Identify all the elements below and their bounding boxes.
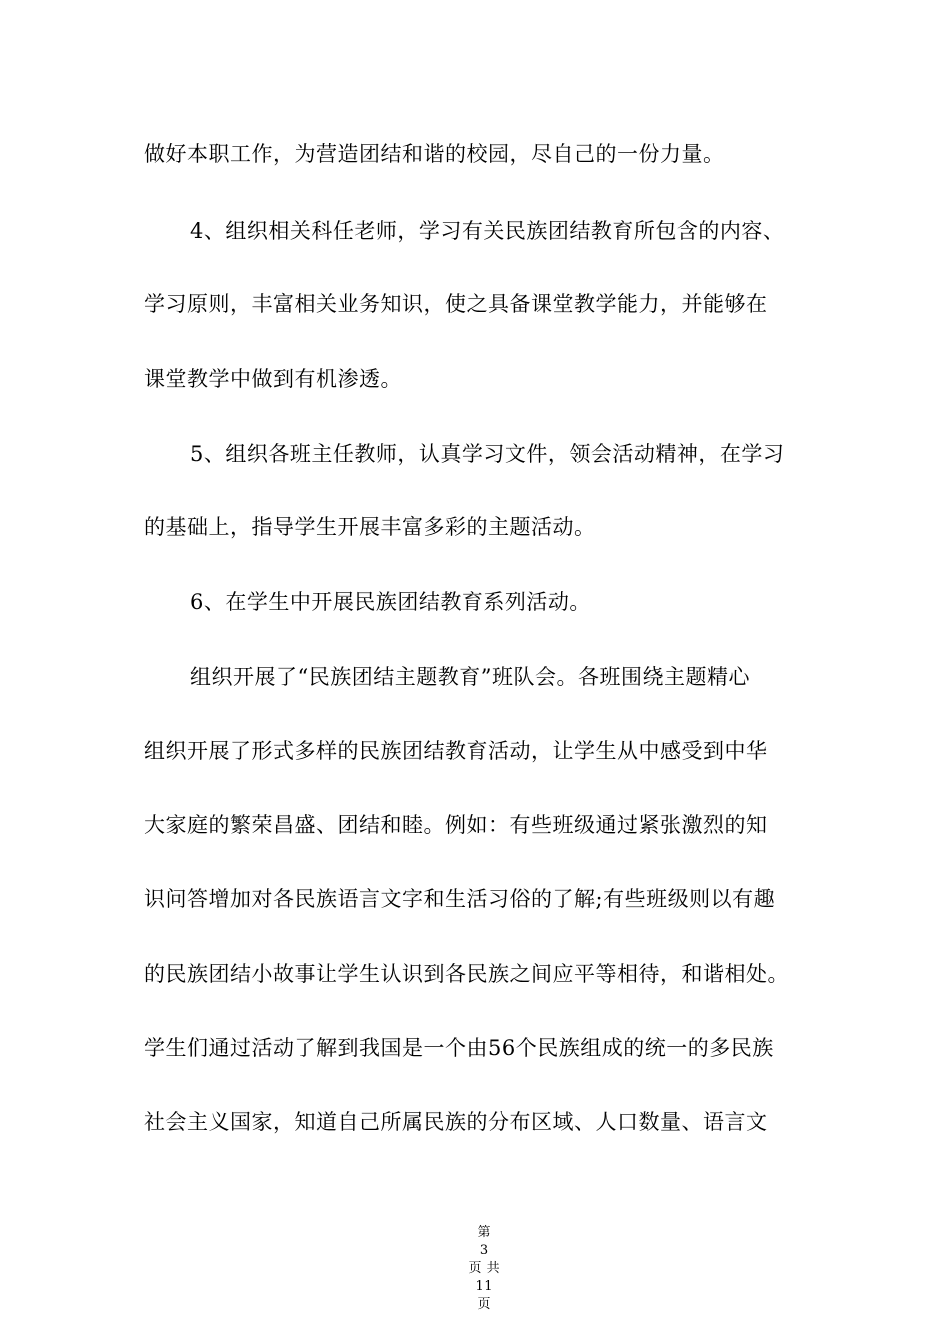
text-line-10: 大家庭的繁荣昌盛、团结和睦。例如：有些班级通过紧张激烈的知 — [144, 813, 768, 837]
text-line-1: 做好本职工作，为营造团结和谐的校园，尽自己的一份力量。 — [144, 142, 725, 166]
text-line-12: 的民族团结小故事让学生认识到各民族之间应平等相待，和谐相处。 — [144, 962, 789, 986]
footer-middle: 页 共 — [468, 1261, 501, 1276]
text-line-2: 4、组织相关科任老师，学习有关民族团结教育所包含的内容、 — [190, 219, 785, 243]
text-line-9: 组织开展了形式多样的民族团结教育活动，让学生从中感受到中华 — [144, 739, 768, 763]
text-line-6: 的基础上，指导学生开展丰富多彩的主题活动。 — [144, 515, 596, 539]
text-line-4: 课堂教学中做到有机渗透。 — [144, 367, 402, 391]
page-footer — [0, 1206, 950, 1332]
text-line-5: 5、组织各班主任教师，认真学习文件，领会活动精神，在学习 — [190, 442, 785, 466]
text-line-14: 社会主义国家，知道自己所属民族的分布区域、人口数量、语言文 — [144, 1110, 768, 1134]
text-line-13: 学生们通过活动了解到我国是一个由56个民族组成的统一的多民族 — [144, 1036, 774, 1060]
footer-prefix: 第 — [477, 1225, 492, 1240]
footer-suffix: 页 — [477, 1297, 492, 1312]
footer-total-pages: 11 — [475, 1279, 494, 1294]
text-line-3: 学习原则，丰富相关业务知识，使之具备课堂教学能力，并能够在 — [144, 292, 768, 316]
footer-current-page: 3 — [479, 1243, 489, 1258]
text-line-7: 6、在学生中开展民族团结教育系列活动。 — [190, 590, 591, 614]
text-line-8: 组织开展了“民族团结主题教育”班队会。各班围绕主题精心 — [190, 665, 750, 689]
text-line-11: 识问答增加对各民族语言文字和生活习俗的了解;有些班级则以有趣 — [144, 887, 776, 911]
